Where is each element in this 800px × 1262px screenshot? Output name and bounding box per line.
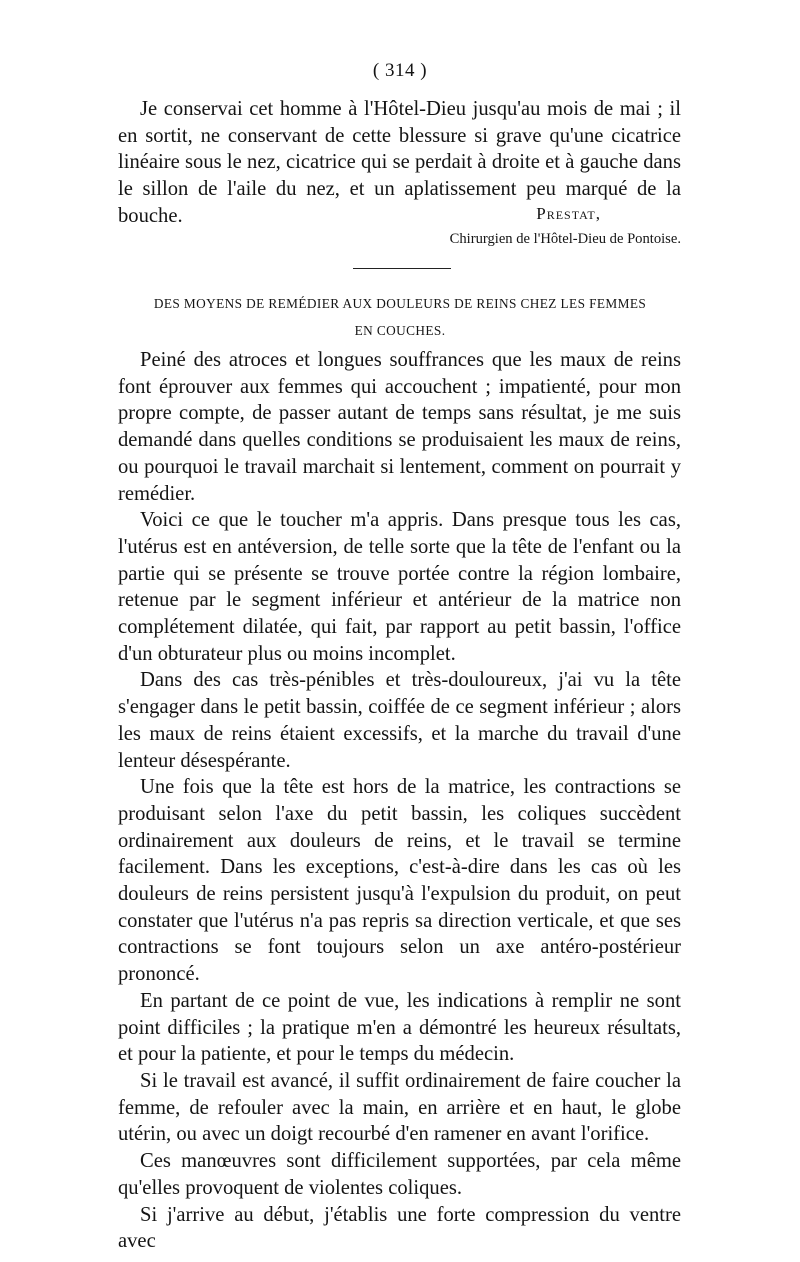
article-paragraph: Ces manœuvres sont difficilement supportées, par cela même qu'elles provoquent de violentes coliques. xyxy=(118,1150,681,1199)
article-heading xyxy=(130,290,670,344)
article-body xyxy=(118,347,681,1255)
article-paragraph: En partant de ce point de vue, les indications à remplir ne sont point difficiles ; la pratique m'en a démontré les heureux résultats, et pour la patiente, et pour le temps du médecin. xyxy=(118,989,681,1066)
signature-name: Prestat, xyxy=(536,204,601,223)
section-divider xyxy=(353,268,451,269)
article-paragraph: Voici ce que le toucher m'a appris. Dans presque tous les cas, l'utérus est en antéversion, de telle sorte que la tête de l'enfant ou la partie qui se présente se trouve portée contre la région lombaire, retenue par le segment inférieur et antérieur de la matrice non complétement dilatée, qui fait, par rapport au petit bassin, l'office d'un obturateur plus ou moins incomplet. xyxy=(118,509,681,665)
article-paragraph: Peiné des atroces et longues souffrances que les maux de reins font éprouver aux femmes qui accouchent ; impatienté, pour mon propre compte, de passer autant de temps sans résultat, je me suis demandé dans quelles conditions se produisaient les maux de reins, ou pourquoi le travail marchait si lentement, comment on pourrait y remédier. xyxy=(118,349,681,505)
article-paragraph: Dans des cas très-pénibles et très-douloureux, j'ai vu la tête s'engager dans le petit bassin, coiffée de ce segment inférieur ; alors les maux de reins étaient excessifs, et la marche du travail d'une lenteur désespérante. xyxy=(118,669,681,772)
article-paragraph: Si le travail est avancé, il suffit ordinairement de faire coucher la femme, de refouler avec la main, en arrière et en haut, le globe utérin, ou avec un doigt recourbé d'en ramener en avant l'orifice. xyxy=(118,1069,681,1146)
article-paragraph: Si j'arrive au début, j'établis une forte compression du ventre avec xyxy=(118,1203,681,1253)
intro-paragraph: Je conservai cet homme à l'Hôtel-Dieu jusqu'au mois de mai ; il en sortit, ne conservant de cette blessure si grave qu'une cicatrice linéaire sous le nez, cicatrice qui se perdait à droite et à gauche dans le sillon de l'aile du nez, et un aplatissement peu marqué de la bouche. xyxy=(118,98,681,227)
page-number: ( 314 ) xyxy=(372,60,428,81)
article-heading-line1: DES MOYENS DE REMÉDIER AUX DOULEURS DE REINS CHEZ LES FEMMES xyxy=(153,296,647,311)
article-heading-line2: EN COUCHES. xyxy=(354,323,446,338)
signature-title: Chirurgien de l'Hôtel-Dieu de Pontoise. xyxy=(449,231,681,247)
article-paragraph: Une fois que la tête est hors de la matrice, les contractions se produisant selon l'axe du petit bassin, les coliques succèdent ordinairement aux douleurs de reins, et le travail se termine facilement. Dans les exceptions, c'est-à-dire dans les cas où les douleurs de reins persistent jusqu'à l'expulsion du produit, on peut constater que l'utérus n'a pas repris sa direction verticale, et que ses contractions se font toujours selon un axe antéro-postérieur prononcé. xyxy=(118,776,681,986)
